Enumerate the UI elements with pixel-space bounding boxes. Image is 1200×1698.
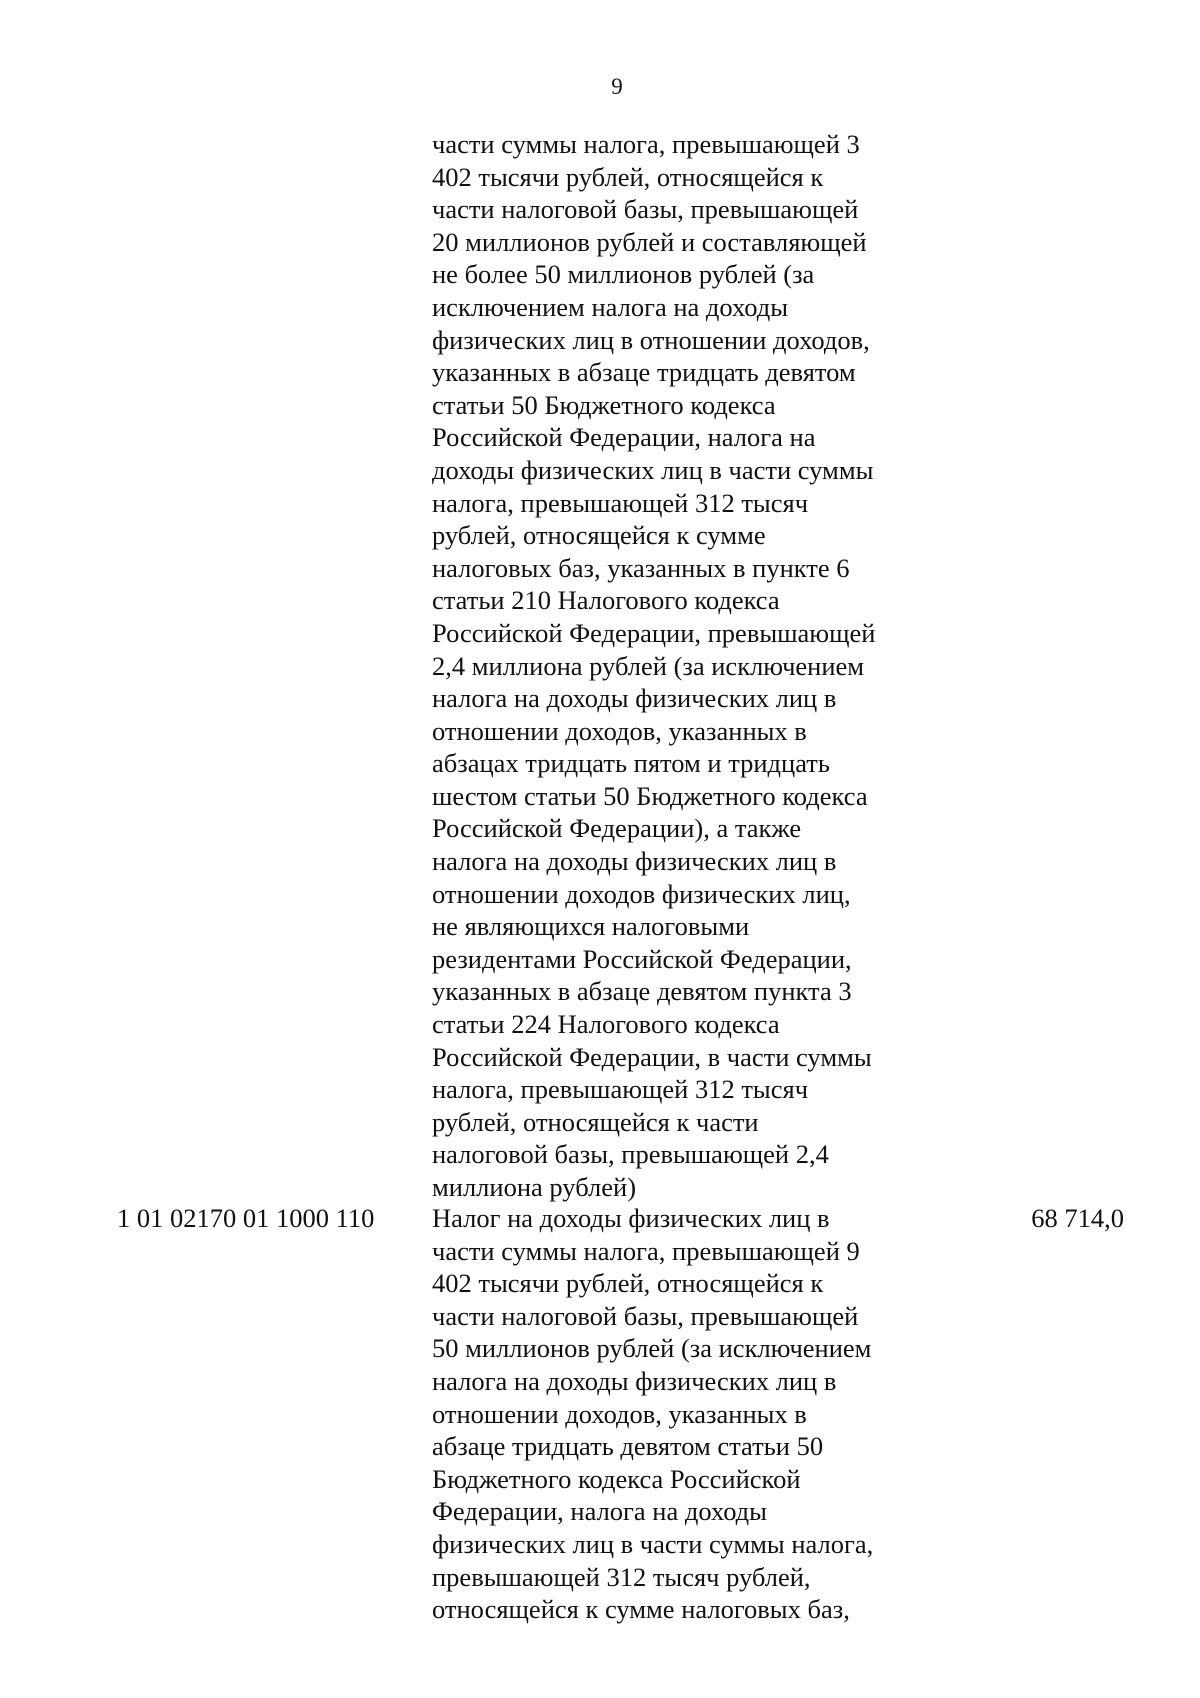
text-line: доходы физических лиц в части суммы (432, 454, 874, 485)
text-line: налога на доходы физических лиц в (432, 683, 837, 714)
text-line: части суммы налога, превышающей 9 (432, 1235, 860, 1266)
text-line: статьи 50 Бюджетного кодекса (432, 389, 776, 420)
text-line: Федерации, налога на доходы (432, 1496, 767, 1527)
row-description (432, 1202, 952, 1626)
text-line: относящейся к сумме налоговых баз, (432, 1594, 850, 1625)
text-line: не более 50 миллионов рублей (за (432, 259, 815, 290)
amount-value: 68 714,0 (1031, 1203, 1124, 1233)
text-line: налога на доходы физических лиц в (432, 1365, 837, 1396)
text-line: части налоговой базы, превышающей (432, 1300, 859, 1331)
continued-description (432, 128, 952, 1204)
text-line: указанных в абзаце тридцать девятом (432, 357, 856, 388)
text-line: части налоговой базы, превышающей (432, 194, 859, 225)
page-number: 9 (611, 74, 623, 99)
text-line: резидентами Российской Федерации, (432, 943, 852, 974)
text-line: Российской Федерации, налога на (432, 422, 816, 453)
text-line: налога на доходы физических лиц в (432, 846, 837, 877)
text-line: Российской Федерации, в части суммы (432, 1041, 872, 1072)
text-line: налога, превышающей 312 тысяч (432, 487, 809, 518)
text-line: Бюджетного кодекса Российской (432, 1463, 801, 1494)
text-line: Российской Федерации, превышающей (432, 617, 876, 648)
text-line: налоговой базы, превышающей 2,4 (432, 1139, 829, 1170)
text-line: 402 тысячи рублей, относящейся к (432, 161, 824, 192)
text-line: Российской Федерации), а также (432, 813, 802, 844)
budget-classification-code: 1 01 02170 01 1000 110 (117, 1203, 375, 1233)
text-line: рублей, относящейся к сумме (432, 520, 766, 551)
text-line: налога, превышающей 312 тысяч (432, 1074, 809, 1105)
text-line: миллиона рублей) (432, 1172, 637, 1202)
text-line: физических лиц в отношении доходов, (432, 324, 870, 355)
text-line: отношении доходов, указанных в (432, 1398, 807, 1429)
text-line: рублей, относящейся к части (432, 1106, 759, 1137)
text-line: указанных в абзаце девятом пункта 3 (432, 976, 852, 1007)
text-line: абзаце тридцать девятом статьи 50 (432, 1431, 824, 1462)
text-line: не являющихся налоговыми (432, 911, 750, 942)
text-line: статьи 224 Налогового кодекса (432, 1009, 780, 1040)
text-line: физических лиц в части суммы налога, (432, 1528, 874, 1559)
text-line: исключением налога на доходы (432, 291, 789, 322)
text-line: 402 тысячи рублей, относящейся к (432, 1268, 824, 1299)
text-line: превышающей 312 тысяч рублей, (432, 1561, 811, 1592)
text-line: отношении доходов физических лиц, (432, 878, 851, 909)
text-line: Налог на доходы физических лиц в (432, 1203, 830, 1233)
text-line: шестом статьи 50 Бюджетного кодекса (432, 780, 868, 811)
text-line: статьи 210 Налогового кодекса (432, 585, 780, 616)
text-line: 2,4 миллиона рублей (за исключением (432, 650, 865, 681)
text-line: налоговых баз, указанных в пункте 6 (432, 552, 850, 583)
text-line: абзацах тридцать пятом и тридцать (432, 748, 830, 779)
text-line: 50 миллионов рублей (за исключением (432, 1333, 872, 1364)
text-line: 20 миллионов рублей и составляющей (432, 226, 867, 257)
text-line: отношении доходов, указанных в (432, 715, 807, 746)
text-line: части суммы налога, превышающей 3 (432, 129, 860, 159)
